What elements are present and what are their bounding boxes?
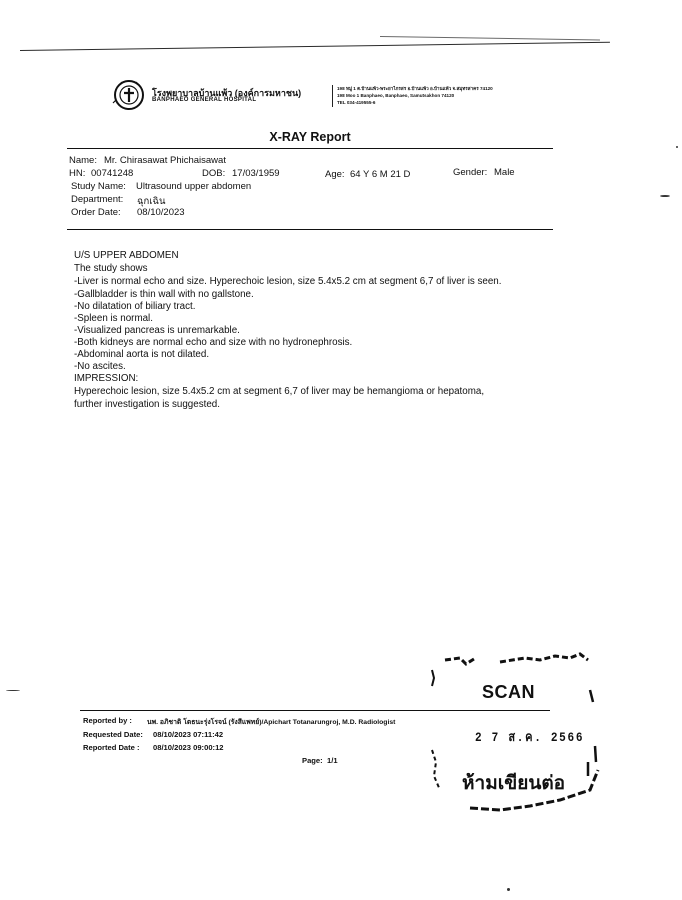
hn-value: 00741248 bbox=[91, 168, 134, 179]
scan-speck bbox=[676, 146, 678, 148]
dob-label: DOB: bbox=[202, 168, 226, 179]
address-line-phone: TEL 034-419555-6 bbox=[337, 100, 376, 105]
age-value: 64 Y 6 M 21 D bbox=[350, 169, 411, 180]
findings-line: -Spleen is normal. bbox=[74, 313, 153, 324]
requested-date-value: 08/10/2023 07:11:42 bbox=[153, 730, 224, 739]
address-line-thai: 198 หมู่ 1 ต.บ้านแพ้ว-พระยาไกรสร อ.บ้านแพ้ว อ.บ้านแพ้ว จ.สมุทรสาคร 74120 bbox=[337, 86, 493, 91]
findings-line: U/S UPPER ABDOMEN bbox=[74, 250, 179, 261]
stamp-note-text: ห้ามเขียนต่อ bbox=[462, 772, 566, 794]
order-date-label: Order Date: bbox=[71, 207, 121, 218]
study-name-value: Ultrasound upper abdomen bbox=[136, 181, 252, 192]
reported-date-value: 08/10/2023 09:00:12 bbox=[153, 743, 224, 752]
report-title: X-RAY Report bbox=[269, 130, 351, 144]
address-divider bbox=[332, 85, 333, 107]
findings-line: The study shows bbox=[74, 263, 148, 274]
scan-speck bbox=[6, 690, 20, 691]
address-line-english: 198 Moo 1 Banphaeo, Banphaeo, Samutsakhon 74120 bbox=[337, 93, 455, 98]
department-label: Department: bbox=[71, 194, 124, 205]
impression-line: further investigation is suggested. bbox=[74, 399, 220, 410]
study-name-label: Study Name: bbox=[71, 181, 126, 192]
findings-line: -Visualized pancreas is unremarkable. bbox=[74, 325, 240, 336]
hn-label: HN: bbox=[69, 168, 86, 179]
patient-block-rule bbox=[67, 229, 553, 230]
stamp-scan-text: SCAN bbox=[482, 682, 536, 702]
reported-by-label: Reported by : bbox=[83, 716, 132, 725]
scan-artifact-top bbox=[20, 42, 610, 51]
impression-line: Hyperechoic lesion, size 5.4x5.2 cm at segment 6,7 of liver may be hemangioma or hepatoma, bbox=[74, 386, 485, 397]
findings-line: -No ascites. bbox=[74, 361, 126, 372]
page-number: 1/1 bbox=[327, 756, 338, 765]
findings-line: -No dilatation of biliary tract. bbox=[74, 301, 196, 312]
age-label: Age: bbox=[325, 169, 345, 180]
name-label: Name: bbox=[69, 155, 97, 166]
patient-name: Mr. Chirasawat Phichaisawat bbox=[104, 155, 226, 166]
order-date-value: 08/10/2023 bbox=[137, 207, 185, 218]
department-value: ฉุกเฉิน bbox=[137, 196, 166, 207]
reported-by-value: นพ. อภิชาติ โตธนะรุ่งโรจน์ (รังสีแพทย์)/Apichart Totanarungroj, M.D. Radiologist bbox=[147, 719, 396, 726]
scan-speck bbox=[507, 888, 510, 891]
hospital-logo-icon bbox=[112, 78, 146, 112]
impression-heading: IMPRESSION: bbox=[74, 373, 139, 384]
gender-value: Male bbox=[494, 167, 515, 178]
gender-label: Gender: bbox=[453, 167, 488, 178]
scan-speck bbox=[660, 195, 670, 197]
findings-line: -Gallbladder is thin wall with no gallstone. bbox=[74, 289, 254, 300]
hospital-name-thai: โรงพยาบาลบ้านแพ้ว (องค์การมหาชน) bbox=[152, 88, 302, 98]
dob-value: 17/03/1959 bbox=[232, 168, 280, 179]
hospital-name-english: BANPHAEO GENERAL HOSPITAL bbox=[152, 97, 257, 103]
page-label: Page: bbox=[302, 756, 323, 765]
findings-line: -Abdominal aorta is not dilated. bbox=[74, 349, 210, 360]
reported-date-label: Reported Date : bbox=[83, 743, 140, 752]
header-rule bbox=[67, 148, 553, 149]
stamp-date-text: 2 7 ส.ค. 2566 bbox=[475, 730, 585, 745]
findings-line: -Both kidneys are normal echo and size with no hydronephrosis. bbox=[74, 337, 353, 348]
findings-line: -Liver is normal echo and size. Hyperechoic lesion, size 5.4x5.2 cm at segment 6,7 of liver is seen. bbox=[74, 276, 502, 287]
requested-date-label: Requested Date: bbox=[83, 730, 143, 739]
scan-artifact-top-2 bbox=[380, 36, 600, 40]
